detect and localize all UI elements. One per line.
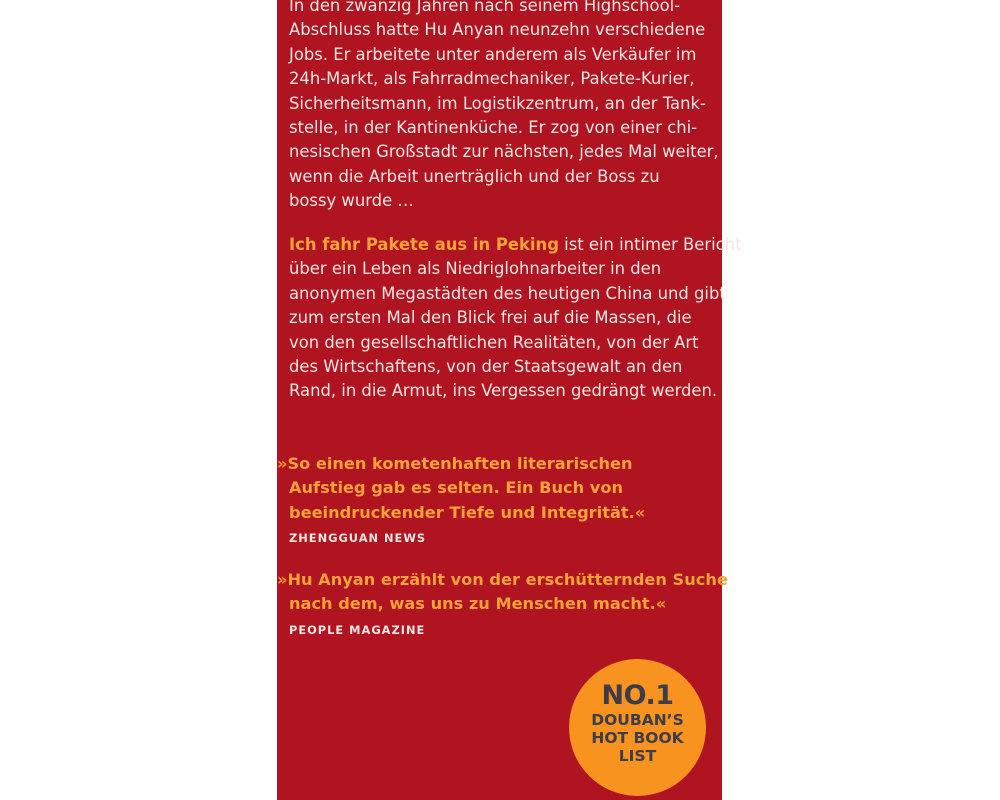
quote-line: »So einen kometenhaften literarischen <box>277 454 633 473</box>
book-title: Ich fahr Pakete aus in Peking <box>289 235 559 254</box>
description-line: zum ersten Mal den Blick frei auf die Massen, die <box>289 308 692 328</box>
intro-line: Sicherheitsmann, im Logistikzentrum, an der Tank- <box>289 93 706 113</box>
quote-line: »Hu Anyan erzählt von der erschütternden Suche <box>277 570 728 589</box>
badge-line: LIST <box>618 747 657 765</box>
description-line: über ein Leben als Niedriglohnarbeiter in den <box>289 259 662 279</box>
intro-line: Jobs. Er arbeitete unter anderem als Verkäufer im <box>289 44 697 64</box>
description-line: des Wirtschaftens, von der Staatsgewalt an den <box>289 357 683 377</box>
quote-source-zhengguan: ZHENGGUAN NEWS <box>289 531 427 545</box>
description-line: anonymen Megastädten des heutigen China und gibt <box>289 283 726 303</box>
quote-zhengguan <box>277 452 717 525</box>
intro-line: nesischen Großstadt zur nächsten, jedes Mal weiter, <box>289 142 719 162</box>
intro-line: 24h-Markt, als Fahrradmechaniker, Pakete-Kurier, <box>289 69 695 89</box>
intro-line: bossy wurde … <box>289 191 414 211</box>
badge-line: HOT BOOK <box>591 729 684 747</box>
intro-line: stelle, in der Kantinenküche. Er zog von einer chi- <box>289 118 698 138</box>
quote-source-people-magazine: PEOPLE MAGAZINE <box>289 623 426 637</box>
quote-line: Aufstieg gab es selten. Ein Buch von <box>289 478 623 498</box>
description-first-line-rest: ist ein intimer Bericht <box>558 235 742 254</box>
intro-line: wenn die Arbeit unerträglich und der Boss zu <box>289 166 660 186</box>
douban-badge <box>569 659 706 796</box>
badge-rank: NO.1 <box>601 680 674 711</box>
description-paragraph <box>289 233 742 404</box>
badge-line: DOUBAN’S <box>591 711 684 729</box>
back-cover-panel <box>277 0 742 800</box>
intro-paragraph <box>289 0 729 214</box>
intro-line: In den zwanzig Jahren nach seinem Highschool- <box>289 0 681 15</box>
intro-line: Abschluss hatte Hu Anyan neunzehn verschiedene <box>289 20 706 40</box>
quote-line: nach dem, was uns zu Menschen macht.« <box>289 594 667 614</box>
description-line: Rand, in die Armut, ins Vergessen gedrängt werden. <box>289 381 718 401</box>
quote-line: beeindruckender Tiefe und Integrität.« <box>289 502 646 522</box>
description-line: von den gesellschaftlichen Realitäten, von der Art <box>289 332 699 352</box>
quote-people-magazine <box>277 568 728 617</box>
description-first-line <box>289 233 742 257</box>
